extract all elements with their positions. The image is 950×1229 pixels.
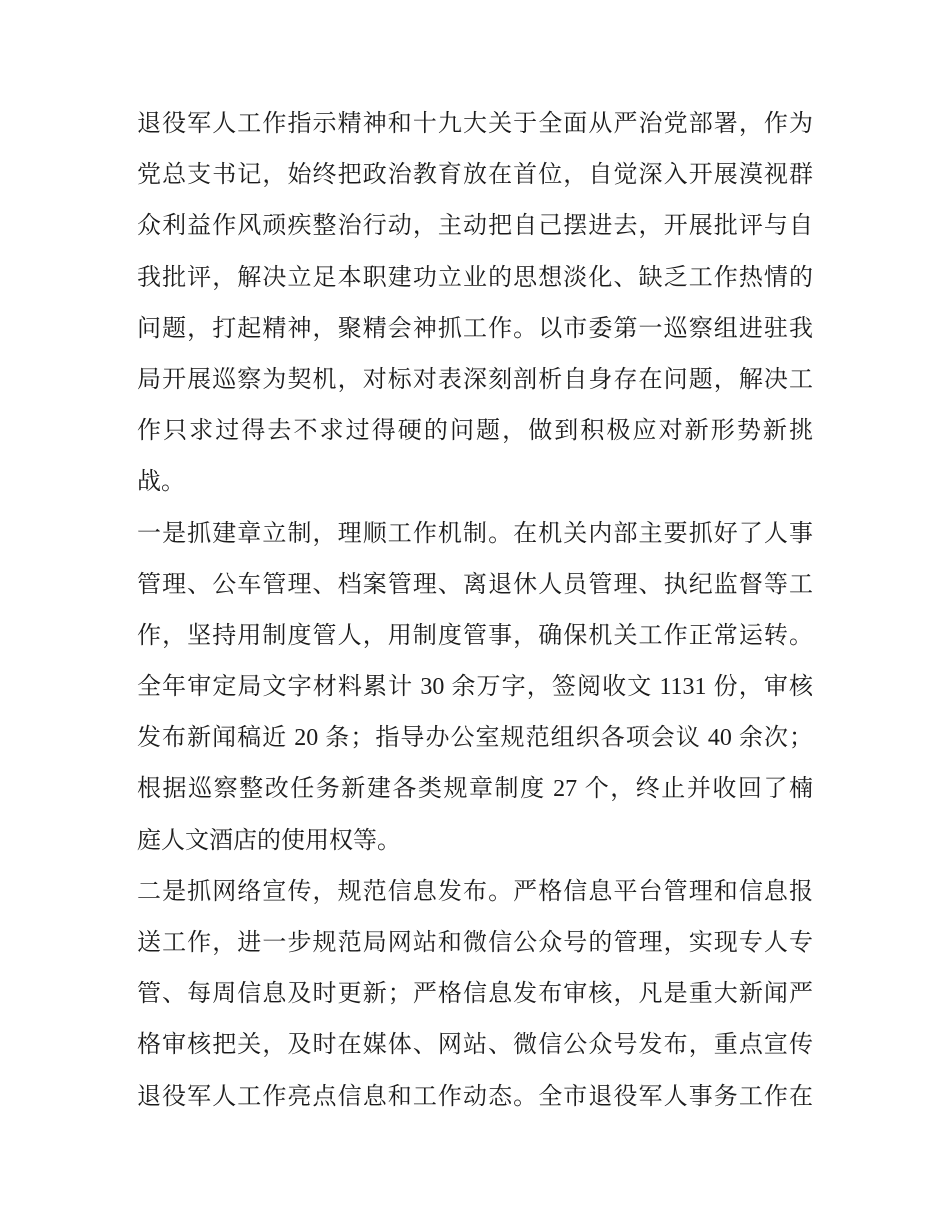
text-line-5: 问题，打起精神，聚精会神抓工作。以市委第一巡察组进驻我 <box>137 315 813 342</box>
text-line-4: 我批评，解决立足本职建功立业的思想淡化、缺乏工作热情的 <box>137 264 813 291</box>
text-line-3: 众利益作风顽疾整治行动，主动把自己摆进去，开展批评与自 <box>137 213 813 240</box>
text-line-7: 作只求过得去不求过得硬的问题，做到积极应对新形势新挑 <box>137 418 813 445</box>
text-line-18: 管、每周信息及时更新；严格信息发布审核，凡是重大新闻严 <box>137 981 813 1008</box>
text-line-10: 管理、公车管理、档案管理、离退休人员管理、执纪监督等工 <box>137 571 813 598</box>
text-line-13: 发布新闻稿近 20 条；指导办公室规范组织各项会议 40 余次； <box>137 725 813 752</box>
text-line-20: 退役军人工作亮点信息和工作动态。全市退役军人事务工作在 <box>137 1083 813 1110</box>
text-line-12: 全年审定局文字材料累计 30 余万字，签阅收文 1131 份，审核 <box>137 674 813 701</box>
text-line-8: 战。 <box>137 469 185 496</box>
text-line-15: 庭人文酒店的使用权等。 <box>137 827 401 854</box>
text-line-2: 党总支书记，始终把政治教育放在首位，自觉深入开展漠视群 <box>137 162 813 189</box>
text-line-1: 退役军人工作指示精神和十九大关于全面从严治党部署，作为 <box>137 111 813 137</box>
text-line-14: 根据巡察整改任务新建各类规章制度 27 个，终止并收回了楠 <box>137 776 813 803</box>
document-text-block <box>137 99 813 1123</box>
text-line-17: 送工作，进一步规范局网站和微信公众号的管理，实现专人专 <box>137 930 813 956</box>
text-line-19: 格审核把关，及时在媒体、网站、微信公众号发布，重点宣传 <box>137 1032 813 1059</box>
text-line-6: 局开展巡察为契机，对标对表深刻剖析自身存在问题，解决工 <box>137 366 813 393</box>
text-line-11: 作，坚持用制度管人，用制度管事，确保机关工作正常运转。 <box>137 622 813 649</box>
text-line-9: 一是抓建章立制，理顺工作机制。在机关内部主要抓好了人事 <box>137 520 813 547</box>
text-line-16: 二是抓网络宣传，规范信息发布。严格信息平台管理和信息报 <box>137 878 813 905</box>
